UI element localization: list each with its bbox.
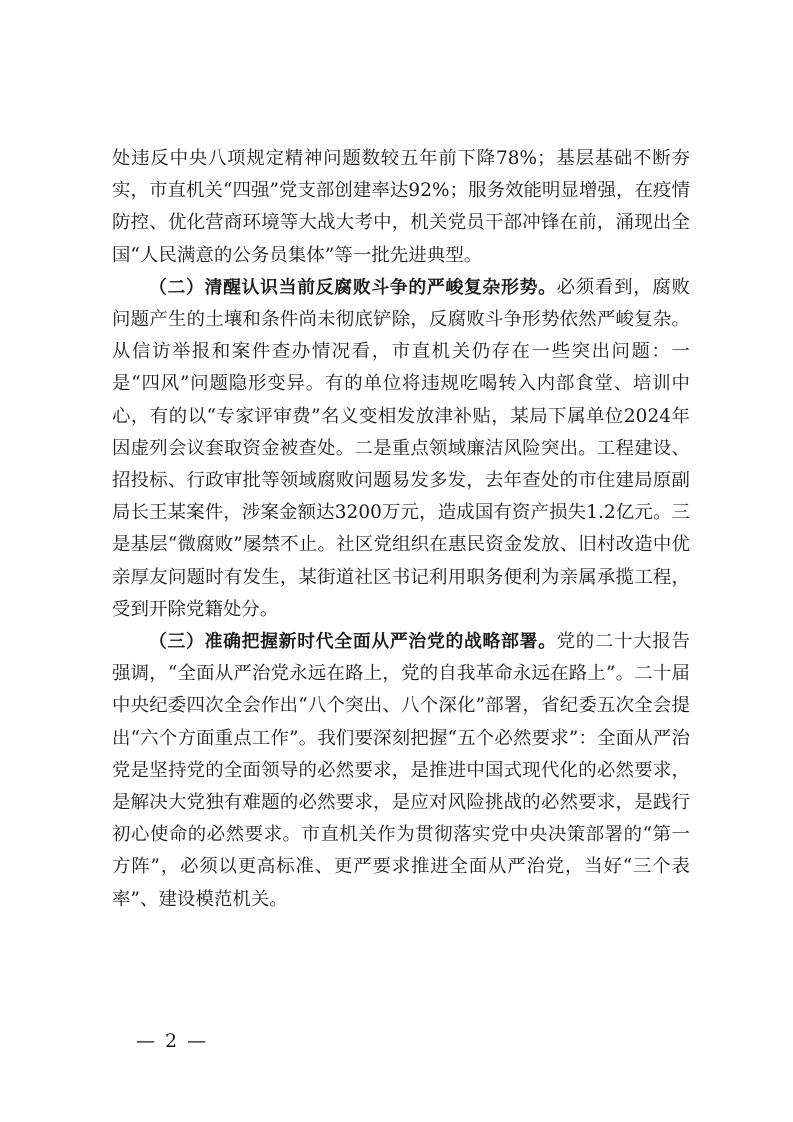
paragraph-section-3 [112,626,690,916]
page-number: — 2 — [136,1030,209,1052]
paragraph-continuation [112,143,690,272]
paragraph-text: 必须看到，腐败问题产生的土壤和条件尚未彻底铲除，反腐败斗争形势依然严峻复杂。从信访举报和案件查办情况看，市直机关仍存在一些突出问题：一是“四风”问题隐形变异。有的单位将违规吃喝转入内部食堂、培训中心，有的以“专家评审费”名义变相发放津补贴，某局下属单位2024年因虚列会议套取资金被查处。二是重点领域廉洁风险突出。工程建设、招投标、行政审批等领域腐败问题易发多发，去年查处的市住建局原副局长王某案件，涉案金额达3200万元，造成国有资产损失1.2亿元。三是基层“微腐败”屡禁不止。社区党组织在惠民资金发放、旧村改造中优亲厚友问题时有发生，某街道社区书记利用职务便利为亲属承揽工程，受到开除党籍处分。 [112,276,691,620]
paragraph-section-2 [112,272,690,626]
paragraph-text: 党的二十大报告强调，“全面从严治党永远在路上，党的自我革命永远在路上”。二十届中央纪委四次全会作出“八个突出、八个深化”部署，省纪委五次全会提出“六个方面重点工作”。我们要深刻把握“五个必然要求”：全面从严治党是坚持党的全面领导的必然要求，是推进中国式现代化的必然要求，是解决大党独有难题的必然要求，是应对风险挑战的必然要求，是践行初心使命的必然要求。市直机关作为贯彻落实党中央决策部署的“第一方阵”，必须以更高标准、更严要求推进全面从严治党，当好“三个表率”、建设模范机关。 [112,631,691,910]
body-text [112,143,690,916]
section-heading: （三）准确把握新时代全面从严治党的战略部署。 [149,631,557,653]
section-heading: （二）清醒认识当前反腐败斗争的严峻复杂形势。 [149,276,557,298]
paragraph-text: 处违反中央八项规定精神问题数较五年前下降78%；基层基础不断夯实，市直机关“四强”党支部创建率达92%；服务效能明显增强，在疫情防控、优化营商环境等大战大考中，机关党员干部冲锋在前，涌现出全国“人民满意的公务员集体”等一批先进典型。 [112,148,690,266]
